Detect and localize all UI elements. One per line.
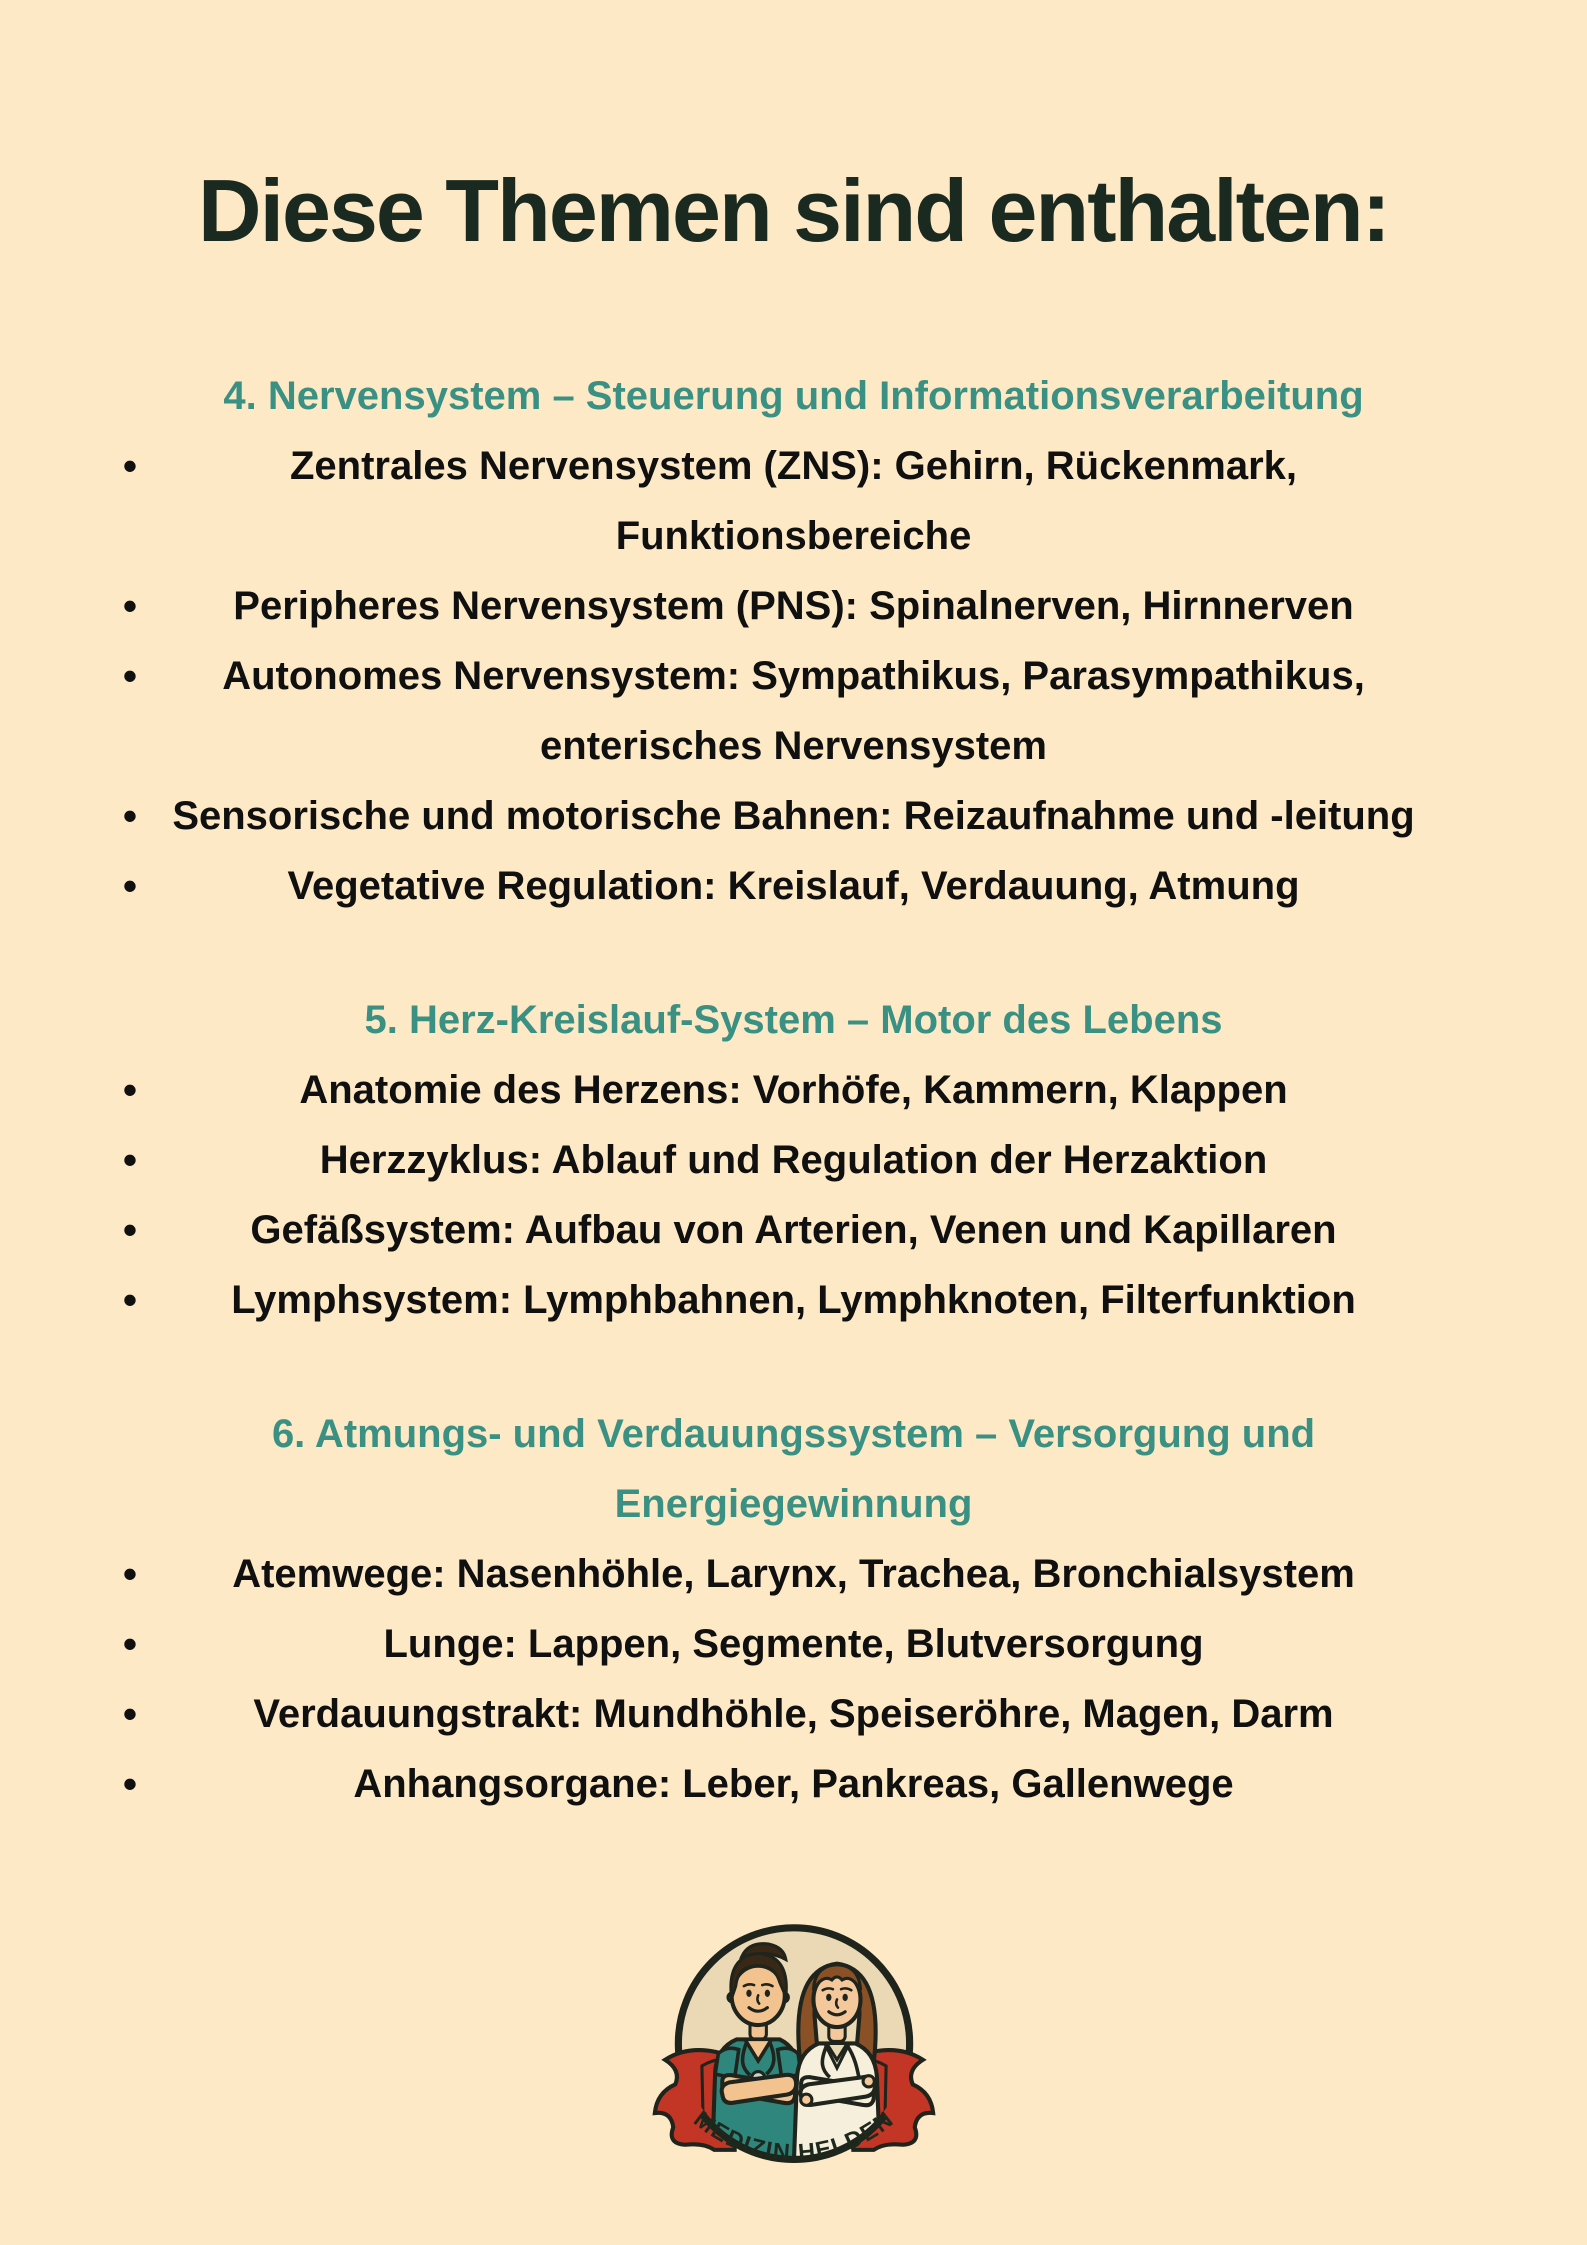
list-item-text: Peripheres Nervensystem (PNS): Spinalnerven, Hirnnerven [233, 584, 1354, 629]
list-item [0, 1125, 1587, 1195]
list-item [0, 851, 1587, 921]
logo-text: MEDIZIN HELDEN [688, 2105, 899, 2166]
bullet-icon: • [122, 1136, 138, 1184]
bullet-icon: • [122, 1206, 138, 1254]
section-items [0, 431, 1587, 921]
topic-section [0, 361, 1587, 921]
list-item-text: Lunge: Lappen, Segmente, Blutversorgung [383, 1622, 1204, 1667]
list-item [0, 1749, 1587, 1819]
bullet-icon: • [122, 582, 138, 630]
list-item-text: Anhangsorgane: Leber, Pankreas, Gallenwege [353, 1762, 1234, 1807]
medizin-helden-logo [640, 1892, 947, 2199]
section-heading: 6. Atmungs- und Verdauungssystem – Versorgung und Energiegewinnung [271, 1412, 1316, 1527]
list-item-text: Vegetative Regulation: Kreislauf, Verdauung, Atmung [287, 864, 1300, 909]
list-item-text: Verdauungstrakt: Mundhöhle, Speiseröhre, Magen, Darm [253, 1692, 1334, 1737]
bullet-icon: • [122, 1690, 138, 1738]
section-items [0, 1055, 1587, 1335]
list-item [0, 1539, 1587, 1609]
list-item-text: Atemwege: Nasenhöhle, Larynx, Trachea, Bronchialsystem [232, 1552, 1355, 1597]
list-item [0, 781, 1587, 851]
list-item [0, 1679, 1587, 1749]
list-item-text: Zentrales Nervensystem (ZNS): Gehirn, Rückenmark, Funktionsbereiche [289, 444, 1297, 559]
bullet-icon: • [122, 792, 138, 840]
list-item [0, 431, 1587, 571]
list-item-text: Autonomes Nervensystem: Sympathikus, Parasympathikus, enterisches Nervensystem [222, 654, 1365, 769]
bullet-icon: • [122, 652, 138, 700]
logo-graphic [640, 1892, 947, 2199]
topics-list [0, 361, 1587, 1819]
list-item [0, 641, 1587, 781]
topic-section [0, 985, 1587, 1335]
bullet-icon: • [122, 1550, 138, 1598]
section-heading: 5. Herz-Kreislauf-System – Motor des Lebens [364, 998, 1223, 1043]
list-item-text: Anatomie des Herzens: Vorhöfe, Kammern, Klappen [299, 1068, 1288, 1113]
page-title: Diese Themen sind enthalten: [198, 161, 1389, 260]
bullet-icon: • [122, 1066, 138, 1114]
list-item-text: Lymphsystem: Lymphbahnen, Lymphknoten, Filterfunktion [231, 1278, 1356, 1323]
bullet-icon: • [122, 862, 138, 910]
list-item [0, 1055, 1587, 1125]
section-items [0, 1539, 1587, 1819]
bullet-icon: • [122, 1620, 138, 1668]
topic-section [0, 1399, 1587, 1819]
section-heading: 4. Nervensystem – Steuerung und Informationsverarbeitung [223, 374, 1364, 419]
bullet-icon: • [122, 442, 138, 490]
bullet-icon: • [122, 1760, 138, 1808]
list-item [0, 1195, 1587, 1265]
bullet-icon: • [122, 1276, 138, 1324]
list-item-text: Herzzyklus: Ablauf und Regulation der Herzaktion [319, 1138, 1268, 1183]
list-item-text: Gefäßsystem: Aufbau von Arterien, Venen und Kapillaren [250, 1208, 1337, 1253]
list-item [0, 571, 1587, 641]
list-item-text: Sensorische und motorische Bahnen: Reizaufnahme und -leitung [172, 794, 1415, 839]
list-item [0, 1265, 1587, 1335]
list-item [0, 1609, 1587, 1679]
